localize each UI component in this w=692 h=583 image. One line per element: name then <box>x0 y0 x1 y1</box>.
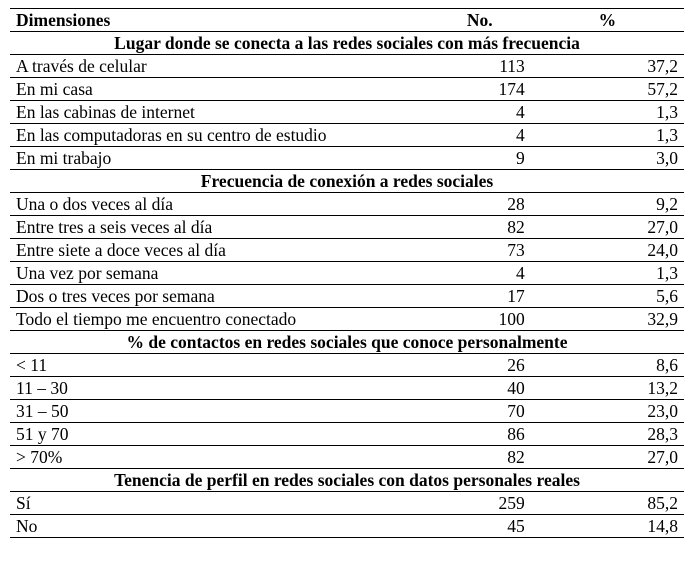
row-label: En las computadoras en su centro de estudio <box>10 124 429 147</box>
section-header-row <box>10 170 684 193</box>
row-label: Entre siete a doce veces al día <box>10 239 429 262</box>
row-percent: 1,3 <box>531 262 684 285</box>
row-label: Todo el tiempo me encuentro conectado <box>10 308 429 331</box>
table-row <box>10 78 684 101</box>
table-row <box>10 285 684 308</box>
row-percent: 27,0 <box>531 446 684 469</box>
row-percent: 27,0 <box>531 216 684 239</box>
row-label: Dos o tres veces por semana <box>10 285 429 308</box>
row-percent: 37,2 <box>531 55 684 78</box>
row-percent: 23,0 <box>531 400 684 423</box>
table-row <box>10 377 684 400</box>
row-count: 100 <box>429 308 531 331</box>
row-percent: 28,3 <box>531 423 684 446</box>
table-row <box>10 124 684 147</box>
table-row <box>10 262 684 285</box>
section-title: Lugar donde se conecta a las redes sociales con más frecuencia <box>10 32 684 55</box>
row-count: 174 <box>429 78 531 101</box>
row-percent: 24,0 <box>531 239 684 262</box>
header-percent: % <box>531 9 684 32</box>
row-count: 26 <box>429 354 531 377</box>
table-row <box>10 515 684 538</box>
table-row <box>10 354 684 377</box>
section-header-row <box>10 331 684 354</box>
row-count: 86 <box>429 423 531 446</box>
row-percent: 1,3 <box>531 101 684 124</box>
row-percent: 9,2 <box>531 193 684 216</box>
table-row <box>10 492 684 515</box>
row-count: 82 <box>429 446 531 469</box>
row-count: 70 <box>429 400 531 423</box>
row-count: 82 <box>429 216 531 239</box>
row-label: En mi casa <box>10 78 429 101</box>
row-count: 4 <box>429 124 531 147</box>
table-row <box>10 423 684 446</box>
section-header-row <box>10 469 684 492</box>
row-percent: 85,2 <box>531 492 684 515</box>
header-dimension: Dimensiones <box>10 9 429 32</box>
row-label: 51 y 70 <box>10 423 429 446</box>
row-count: 259 <box>429 492 531 515</box>
table-body <box>10 32 684 538</box>
section-title: Frecuencia de conexión a redes sociales <box>10 170 684 193</box>
row-count: 28 <box>429 193 531 216</box>
row-label: Sí <box>10 492 429 515</box>
table-header <box>10 9 684 32</box>
row-label: A través de celular <box>10 55 429 78</box>
section-header-row <box>10 32 684 55</box>
header-row <box>10 9 684 32</box>
row-percent: 8,6 <box>531 354 684 377</box>
row-count: 40 <box>429 377 531 400</box>
row-label: > 70% <box>10 446 429 469</box>
table-row <box>10 308 684 331</box>
row-count: 73 <box>429 239 531 262</box>
table-row <box>10 147 684 170</box>
row-label: 31 – 50 <box>10 400 429 423</box>
row-percent: 14,8 <box>531 515 684 538</box>
table-row <box>10 446 684 469</box>
row-count: 45 <box>429 515 531 538</box>
table-row <box>10 216 684 239</box>
row-percent: 1,3 <box>531 124 684 147</box>
row-label: En mi trabajo <box>10 147 429 170</box>
table-row <box>10 101 684 124</box>
table-row <box>10 193 684 216</box>
row-label: No <box>10 515 429 538</box>
row-percent: 5,6 <box>531 285 684 308</box>
row-label: < 11 <box>10 354 429 377</box>
row-label: Una vez por semana <box>10 262 429 285</box>
row-count: 9 <box>429 147 531 170</box>
row-percent: 32,9 <box>531 308 684 331</box>
row-count: 17 <box>429 285 531 308</box>
header-count: No. <box>429 9 531 32</box>
statistics-table <box>10 8 684 538</box>
row-label: 11 – 30 <box>10 377 429 400</box>
row-count: 113 <box>429 55 531 78</box>
row-count: 4 <box>429 101 531 124</box>
row-percent: 3,0 <box>531 147 684 170</box>
row-count: 4 <box>429 262 531 285</box>
row-percent: 13,2 <box>531 377 684 400</box>
row-label: Entre tres a seis veces al día <box>10 216 429 239</box>
row-label: En las cabinas de internet <box>10 101 429 124</box>
table-row <box>10 239 684 262</box>
row-label: Una o dos veces al día <box>10 193 429 216</box>
row-percent: 57,2 <box>531 78 684 101</box>
table-row <box>10 55 684 78</box>
table-row <box>10 400 684 423</box>
section-title: % de contactos en redes sociales que conoce personalmente <box>10 331 684 354</box>
section-title: Tenencia de perfil en redes sociales con datos personales reales <box>10 469 684 492</box>
